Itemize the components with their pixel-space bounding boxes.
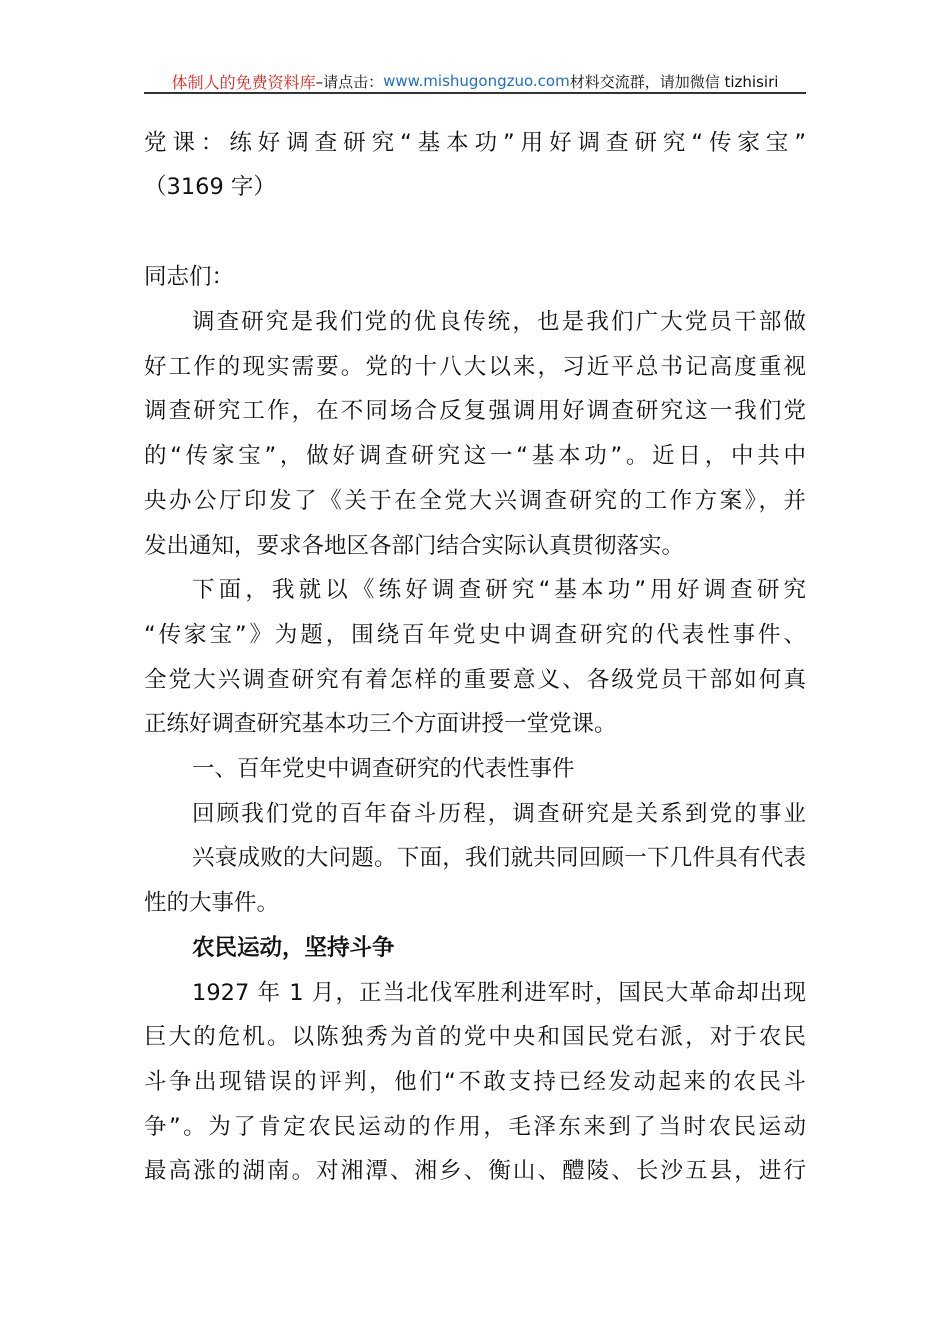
site-name: 体制人的免费资料库	[171, 72, 316, 92]
paragraph-line: 兴衰成败的大问题。下面，我们就共同回顾一下几件具有代表	[192, 845, 806, 872]
paragraph-line: 回顾我们党的百年奋斗历程，调查研究是关系到党的事业	[192, 800, 806, 827]
contact-text: 材料交流群，请加微信 tizhisiri	[569, 72, 779, 91]
section-heading: 农民运动，坚持斗争	[192, 934, 395, 961]
page-header	[144, 70, 806, 94]
paragraph-line: 下面，我就以《练好调查研究“基本功”用好调查研究	[192, 577, 806, 604]
paragraph-line: 斗争出现错误的评判，他们“不敢支持已经发动起来的农民斗	[144, 1068, 806, 1095]
paragraph-line: 最高涨的湖南。对湘潭、湘乡、衡山、醴陵、长沙五县，进行	[144, 1158, 806, 1185]
doc-title: 党课：练好调查研究“基本功”用好调查研究“传家宝”	[144, 130, 806, 156]
paragraph-line: 调查研究是我们党的优良传统，也是我们广大党员干部做	[192, 309, 806, 335]
salutation: 同志们：	[144, 264, 235, 290]
paragraph-line: 全党大兴调查研究有着怎样的重要意义、各级党员干部如何真	[144, 666, 806, 693]
section-heading: 一、百年党史中调查研究的代表性事件	[192, 756, 575, 782]
paragraph-line: 好工作的现实需要。党的十八大以来，习近平总书记高度重视	[144, 353, 806, 380]
paragraph-line: 巨大的危机。以陈独秀为首的党中央和国民党右派，对于农民	[144, 1024, 806, 1051]
paragraph-line: 央办公厅印发了《关于在全党大兴调查研究的工作方案》，并	[144, 487, 806, 514]
paragraph-line: 争”。为了肯定农民运动的作用，毛泽东来到了当时农民运动	[144, 1113, 806, 1140]
paragraph-line: 性的大事件。	[144, 890, 280, 917]
paragraph-line: 发出通知，要求各地区各部门结合实际认真贯彻落实。	[144, 532, 685, 559]
paragraph-line: 调查研究工作，在不同场合反复强调用好调查研究这一我们党	[144, 398, 806, 425]
doc-title-wordcount: （3169 字）	[144, 174, 276, 200]
paragraph-line: “传家宝”》为题，围绕百年党史中调查研究的代表性事件、	[144, 621, 806, 648]
site-link[interactable]: www.mishugongzuo.com	[383, 72, 570, 90]
click-text: –请点击：	[315, 72, 384, 91]
paragraph-line: 正练好调查研究基本功三个方面讲授一堂党课。	[144, 711, 617, 738]
paragraph-line: 的“传家宝”，做好调查研究这一“基本功”。近日，中共中	[144, 443, 806, 470]
paragraph-line: 1927 年 1 月，正当北伐军胜利进军时，国民大革命却出现	[192, 979, 806, 1006]
